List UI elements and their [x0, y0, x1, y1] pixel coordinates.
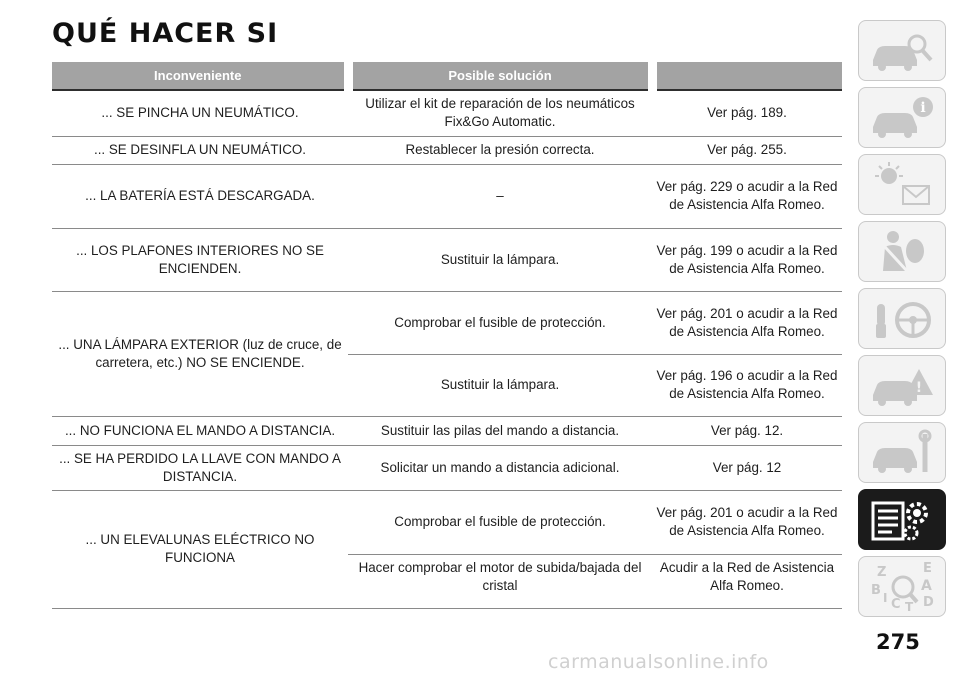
car-search-icon: [867, 26, 937, 76]
index-letter: T: [905, 599, 914, 612]
column-header-solution: Posible solución: [348, 62, 652, 90]
index-letter: D: [923, 594, 934, 610]
reference-cell: Ver pág. 196 o acudir a la Red de Asistencia Alfa Romeo.: [652, 354, 842, 416]
reference-cell: Ver pág. 229 o acudir a la Red de Asistencia Alfa Romeo.: [652, 164, 842, 228]
airbag-seatbelt-icon: [867, 227, 937, 277]
page-number: 275: [876, 630, 920, 654]
index-letter: A: [921, 577, 932, 594]
page-title: QUÉ HACER SI: [52, 18, 279, 49]
problem-cell: ... UNA LÁMPARA EXTERIOR (luz de cruce, de carretera, etc.) NO SE ENCIENDE.: [52, 291, 348, 416]
chapter-tab-warning-lights[interactable]: [858, 154, 946, 215]
table-row: [52, 164, 842, 228]
troubleshooting-table: [52, 62, 842, 609]
reference-cell: Ver pág. 201 o acudir a la Red de Asistencia Alfa Romeo.: [652, 291, 842, 354]
column-header-problem: Inconveniente: [52, 62, 348, 90]
reference-cell: Ver pág. 201 o acudir a la Red de Asistencia Alfa Romeo.: [652, 490, 842, 554]
reference-cell: Acudir a la Red de Asistencia Alfa Romeo.: [652, 554, 842, 608]
car-info-icon: [867, 93, 937, 143]
solution-cell: Comprobar el fusible de protección.: [348, 490, 652, 554]
table-row: [52, 490, 842, 554]
chapter-tabs: [858, 20, 948, 623]
car-maintenance-icon: [867, 428, 937, 478]
table-row: [52, 445, 842, 490]
index-letter: E: [923, 561, 932, 576]
index-letter: Z: [877, 564, 887, 580]
problem-cell: ... LOS PLAFONES INTERIORES NO SE ENCIENDEN.: [52, 228, 348, 291]
chapter-tab-index[interactable]: [858, 556, 946, 617]
alphabetical-index-icon: [867, 562, 937, 612]
table-row: [52, 228, 842, 291]
technical-data-icon: [867, 495, 937, 545]
reference-cell: Ver pág. 199 o acudir a la Red de Asistencia Alfa Romeo.: [652, 228, 842, 291]
solution-cell: Utilizar el kit de reparación de los neumáticos Fix&Go Automatic.: [348, 90, 652, 136]
table-header-row: [52, 62, 842, 90]
solution-cell: Comprobar el fusible de protección.: [348, 291, 652, 354]
solution-cell: Solicitar un mando a distancia adicional.: [348, 445, 652, 490]
reference-cell: Ver pág. 255.: [652, 136, 842, 164]
reference-cell: Ver pág. 12: [652, 445, 842, 490]
solution-cell: Hacer comprobar el motor de subida/bajada del cristal: [348, 554, 652, 608]
problem-cell: ... SE DESINFLA UN NEUMÁTICO.: [52, 136, 348, 164]
watermark: carmanualsonline.info: [548, 651, 769, 673]
svg-text:!: !: [915, 379, 923, 396]
chapter-tab-safety[interactable]: [858, 221, 946, 282]
table-row: [52, 416, 842, 445]
reference-cell: Ver pág. 12.: [652, 416, 842, 445]
key-steering-wheel-icon: [867, 294, 937, 344]
reference-cell: Ver pág. 189.: [652, 90, 842, 136]
table-row: [52, 136, 842, 164]
problem-cell: ... SE HA PERDIDO LA LLAVE CON MANDO A DISTANCIA.: [52, 445, 348, 490]
table-row: [52, 90, 842, 136]
index-letter: I: [883, 590, 888, 605]
solution-cell: –: [348, 164, 652, 228]
solution-cell: Sustituir la lámpara.: [348, 354, 652, 416]
solution-cell: Sustituir las pilas del mando a distancia.: [348, 416, 652, 445]
index-letter: B: [871, 582, 881, 598]
solution-cell: Restablecer la presión correcta.: [348, 136, 652, 164]
table-row: [52, 291, 842, 354]
solution-cell: Sustituir la lámpara.: [348, 228, 652, 291]
chapter-tab-emergency[interactable]: [858, 355, 946, 416]
column-header-reference: [652, 62, 842, 90]
index-letter: C: [891, 596, 901, 612]
chapter-tab-information[interactable]: [858, 87, 946, 148]
problem-cell: ... LA BATERÍA ESTÁ DESCARGADA.: [52, 164, 348, 228]
chapter-tab-maintenance[interactable]: [858, 422, 946, 483]
svg-text:i: i: [920, 99, 926, 116]
chapter-tab-technical-data[interactable]: [858, 489, 946, 550]
warning-lights-icon: [867, 160, 937, 210]
chapter-tab-starting-driving[interactable]: [858, 288, 946, 349]
problem-cell: ... SE PINCHA UN NEUMÁTICO.: [52, 90, 348, 136]
car-emergency-icon: [867, 361, 937, 411]
problem-cell: ... UN ELEVALUNAS ELÉCTRICO NO FUNCIONA: [52, 490, 348, 608]
chapter-tab-knowing-the-car[interactable]: [858, 20, 946, 81]
problem-cell: ... NO FUNCIONA EL MANDO A DISTANCIA.: [52, 416, 348, 445]
